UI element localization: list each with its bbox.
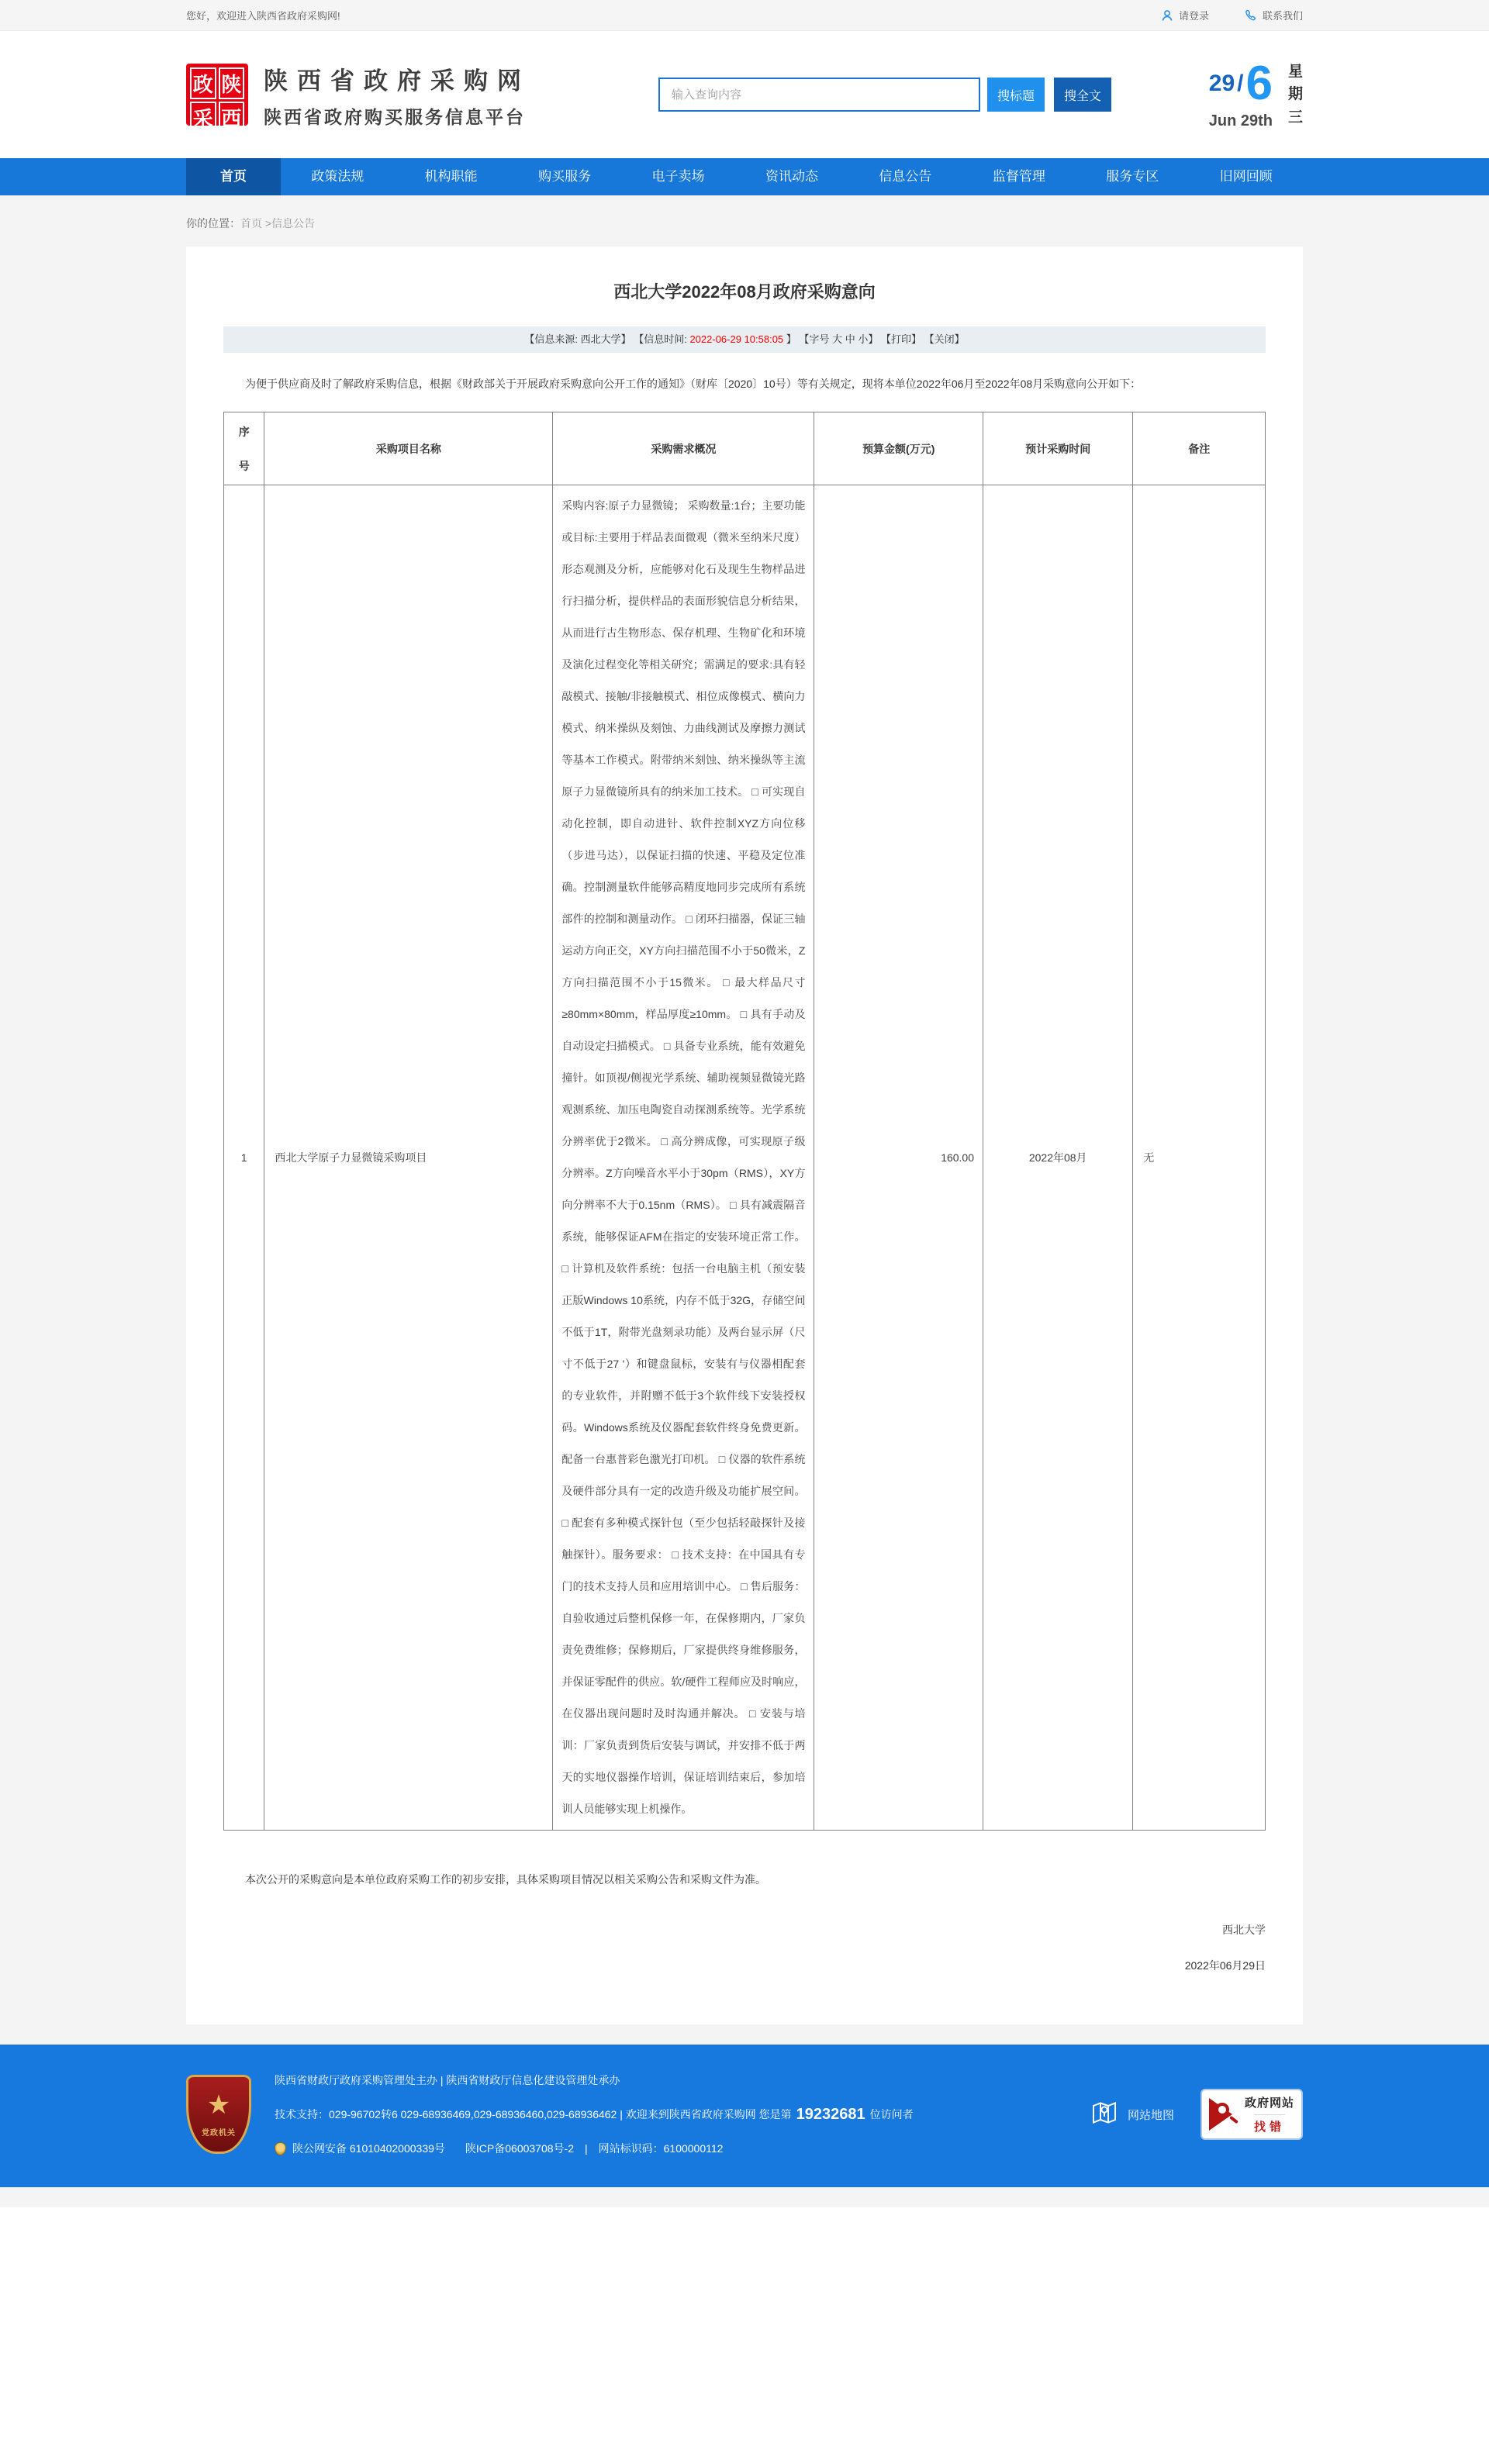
col-header-note: 备注	[1133, 412, 1266, 485]
search-title-button[interactable]: 搜标题	[987, 78, 1045, 112]
date-widget	[1208, 56, 1304, 130]
cell-project-name: 西北大学原子力显微镜采购项目	[264, 485, 553, 1831]
print-button[interactable]: 【打印】	[880, 333, 921, 345]
main-navigation	[0, 158, 1489, 195]
nav-item-announcements[interactable]: 信息公告	[879, 169, 932, 184]
welcome-text: 您好，欢迎进入陕西省政府采购网!	[186, 10, 340, 22]
cell-time: 2022年08月	[983, 485, 1133, 1831]
date-day: 29	[1208, 70, 1235, 96]
col-header-project-name: 采购项目名称	[264, 412, 553, 485]
logo-seal-icon: 政 陕 采 西	[186, 64, 248, 126]
breadcrumb-path[interactable]: 首页 >信息公告	[240, 217, 316, 229]
page-title: 西北大学2022年08月政府采购意向	[613, 282, 876, 302]
site-logo[interactable]	[186, 61, 530, 129]
breadcrumb	[186, 216, 1303, 231]
site-error-report-badge[interactable]: 政府网站 找错	[1201, 2089, 1303, 2140]
cell-seq: 1	[224, 485, 264, 1831]
top-utility-bar	[0, 0, 1489, 31]
intro-paragraph: 为便于供应商及时了解政府采购信息，根据《财政部关于开展政府采购意向公开工作的通知》（财库〔2020〕10号）等有关规定，现将本单位2022年06月至2022年08月采购意向公开如下：	[245, 378, 1142, 390]
footer-info	[275, 2063, 914, 2165]
user-icon	[1161, 9, 1173, 22]
sitemap-icon	[1090, 2099, 1118, 2130]
site-header	[0, 31, 1489, 158]
visitor-counter: 19232681	[796, 2106, 865, 2123]
site-code: 网站标识码：6100000112	[598, 2142, 724, 2155]
meta-fontsize-close: 】	[868, 333, 879, 345]
signature-date: 2022年06月29日	[1184, 1959, 1266, 1972]
table-header-row	[224, 412, 1266, 485]
icp-beian-link[interactable]: 陕ICP备06003708号-2	[465, 2142, 574, 2155]
footer-beian-line: 陕公网安备 61010402000339号 陕ICP备06003708号-2 | 网站标识码：6100000112	[275, 2131, 914, 2165]
article-card	[186, 247, 1303, 2024]
article-meta-bar	[223, 326, 1266, 353]
close-button[interactable]: 【关闭】	[924, 333, 965, 345]
meta-fontsize-open: 【字号	[799, 333, 833, 345]
nav-item-policies[interactable]: 政策法规	[311, 169, 364, 184]
login-link[interactable]: 请登录	[1161, 8, 1209, 22]
cell-requirement: 采购内容:原子力显微镜； 采购数量:1台；主要功能或目标:主要用于样品表面微观（微米至纳米尺度）形态观测及分析，应能够对化石及现生生物样品进行扫描分析，提供样品的表面形貌信息分析结果，从而进行古生物形态、保存机理、生物矿化和环境及演化过程变化等相关研究；需满足的要求:具有轻敲模式、接触/非接触模式、相位成像模式、横向力模式、纳米操纵及刻蚀、力曲线测试及摩擦力测试等基本工作模式。附带纳米刻蚀、纳米操纵等主流原子力显微镜所具有的纳米加工技术。 □ 可实现自动化控制，即自动进针、软件控制XYZ方向位移（步进马达），以保证扫描的快速、平稳及定位准确。控制测量软件能够高精度地同步完成所有系统部件的控制和测量动作。 □ 闭环扫描器，保证三轴运动方向正交，XY方向扫描范围不小于50微米，Z方向扫描范围不小于15微米。 □ 最大样品尺寸≥80mm×80mm，样品厚度≥10mm。 □ 具有手动及自动设定扫描模式。 □ 具备专业系统，能有效避免撞针。如顶视/侧视光学系统、辅助视频显微镜光路观测系统、加压电陶瓷自动探测系统等。光学系统分辨率优于2微米。 □ 高分辨成像，可实现原子级分辨率。Z方向噪音水平小于30pm（RMS），XY方向分辨率不大于0.15nm（RMS）。 □ 具有减震隔音系统，能够保证AFM在指定的安装环境正常工作。 □ 计算机及软件系统：包括一台电脑主机（预安装正版Windows 10系统，内存不低于32G，存储空间不低于1T，附带光盘刻录功能）及两台显示屏（尺寸不低于27 '）和键盘鼠标，安装有与仪器相配套的专业软件，并附赠不低于3个软件线下安装授权码。Windows系统及仪器配套软件终身免费更新。配备一台惠普彩色激光打印机。 □ 仪器的软件系统及硬件部分具有一定的改造升级及功能扩展空间。 □ 配套有多种模式探针包（至少包括轻敲探针及接触探针）。服务要求： □ 技术支持：在中国具有专门的技术支持人员和应用培训中心。 □ 售后服务：自验收通过后整机保修一年，在保修期内，厂家负责免费维修；保修期后，厂家提供终身维修服务，并保证零配件的供应。软/硬件工程师应及时响应，在仪器出现问题时及时沟通并解决。 □ 安装与培训：厂家负责到货后安装与调试，并安排不低于两天的实地仪器操作培训，保证培训结束后，参加培训人员能够实现上机操作。	[553, 485, 814, 1831]
nav-item-old-site[interactable]: 旧网回顾	[1219, 169, 1273, 184]
closing-paragraph: 本次公开的采购意向是本单位政府采购工作的初步安排，具体采购项目情况以相关采购公告和采购文件为准。	[245, 1873, 766, 1886]
signature-org: 西北大学	[1222, 1924, 1266, 1936]
phone-icon	[1245, 9, 1257, 22]
font-size-large-button[interactable]: 大	[832, 333, 843, 345]
search-fulltext-button[interactable]: 搜全文	[1054, 78, 1111, 112]
cell-budget: 160.00	[814, 485, 983, 1831]
site-title: 陕西省政府采购网	[264, 67, 530, 95]
police-badge-icon	[275, 2142, 286, 2155]
search-bar	[658, 78, 1111, 112]
table-row	[224, 485, 1266, 1831]
police-beian-link[interactable]: 陕公网安备 61010402000339号	[292, 2142, 445, 2155]
cell-note: 无	[1133, 485, 1266, 1831]
col-header-requirement: 采购需求概况	[553, 412, 814, 485]
nav-item-purchase-services[interactable]: 购买服务	[538, 169, 592, 184]
col-header-seq: 序号	[224, 412, 264, 485]
main-area	[0, 195, 1489, 2045]
search-input[interactable]	[658, 78, 980, 112]
topbar-links	[1161, 8, 1303, 22]
font-size-medium-button[interactable]: 中	[845, 333, 855, 345]
nav-item-home[interactable]: 首页	[186, 158, 281, 195]
nav-item-functions[interactable]: 机构职能	[424, 169, 478, 184]
site-footer	[0, 2045, 1489, 2187]
nav-item-supervision[interactable]: 监督管理	[992, 169, 1045, 184]
nav-item-news[interactable]: 资讯动态	[765, 169, 818, 184]
contact-link[interactable]: 联系我们	[1245, 8, 1303, 22]
date-english: Jun 29th	[1208, 112, 1273, 129]
bottom-gray-strip	[0, 2187, 1489, 2207]
date-slash: /	[1237, 70, 1244, 96]
footer-right-tools	[1090, 2089, 1303, 2140]
col-header-budget: 预算金额(万元)	[814, 412, 983, 485]
date-weekday: 星期三	[1288, 63, 1304, 126]
meta-source: 【信息来源: 西北大学】	[524, 333, 631, 345]
government-emblem-icon: ★ 党政机关	[186, 2075, 251, 2154]
nav-item-service-zone[interactable]: 服务专区	[1106, 169, 1159, 184]
breadcrumb-prefix: 你的位置：	[186, 217, 240, 229]
nav-item-e-marketplace[interactable]: 电子卖场	[651, 169, 705, 184]
footer-support-line: 技术支持：029-96702转6 029-68936469,029-68936460,029-68936462 | 欢迎来到陕西省政府采购网 您是第 19232681 位访问者	[275, 2097, 914, 2131]
sitemap-link[interactable]: 网站地图	[1090, 2099, 1174, 2130]
procurement-intent-table	[223, 412, 1266, 1831]
col-header-time: 预计采购时间	[983, 412, 1133, 485]
site-title-block	[264, 61, 530, 129]
font-size-small-button[interactable]: 小	[858, 333, 869, 345]
meta-time-value: 2022-06-29 10:58:05	[689, 333, 786, 345]
meta-time-open: 【信息时间:	[634, 333, 690, 345]
meta-time-close: 】	[786, 333, 796, 345]
site-subtitle: 陕西省政府购买服务信息平台	[264, 106, 526, 127]
footer-organizer-line: 陕西省财政厅政府采购管理处主办 | 陕西省财政厅信息化建设管理处承办	[275, 2074, 620, 2086]
error-magnifier-icon	[1209, 2096, 1239, 2132]
date-month: 6	[1245, 56, 1273, 110]
